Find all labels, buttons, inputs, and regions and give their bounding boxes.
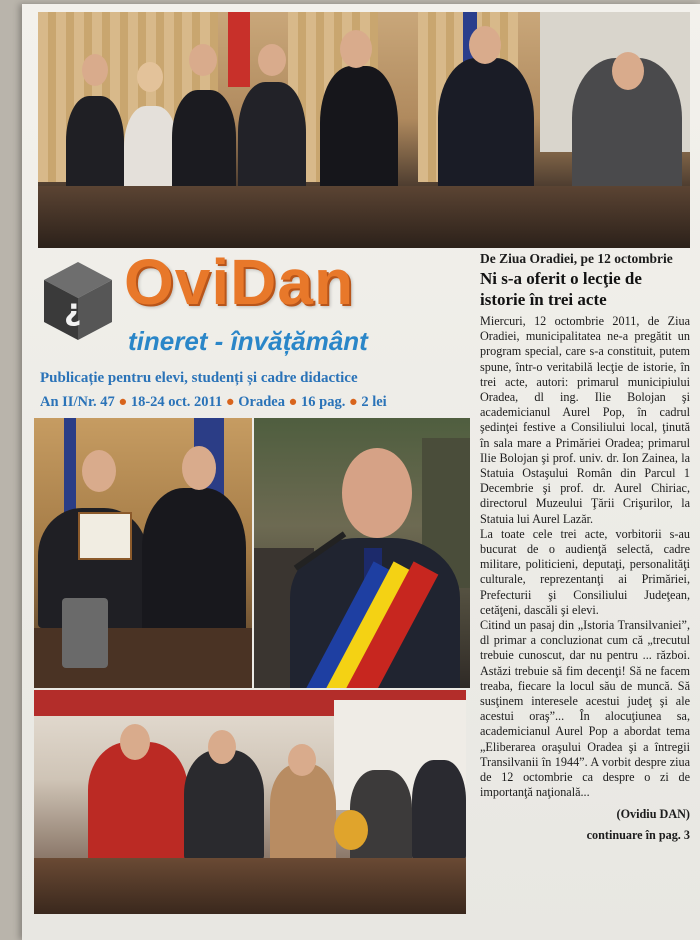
logo-wordmark: OviDan [124,246,355,318]
issue-info: An II/Nr. 47 ● 18-24 oct. 2011 ● Oradea ● 16 pag. ● 2 lei [40,394,387,410]
issue-number: An II/Nr. 47 [40,394,115,410]
award-photo [34,418,252,688]
article-paragraph: La toate cele trei acte, vorbitorii s-au bucurat de o audienţă selectă, cadre militare, politicieni, deputaţi, personalităţi culturale, reprezentanţi ai Primăriei, Prefecturii şi Consiliului Judeţean, cetăţeni, dascăli şi elevi. [480,526,690,617]
officials-photo [38,12,690,248]
flag-red [228,12,250,87]
article-headline: Ni s-a oferit o lecţie de istorie în trei acte [480,269,642,309]
issue-pages: 16 pag. [301,394,346,410]
article-kicker: De Ziua Oradiei, pe 12 octombrie [480,251,673,266]
logo-cube-icon [40,258,116,344]
article-body [480,314,690,801]
article-paragraph: Miercuri, 12 octombrie 2011, de Ziua Oradiei, municipalitatea ne-a pregătit un program special, care s-a constituit, putem spune, într-o veritabilă lecţie de istorie, în trei acte, autori: primarul municipiului Oradea, dl ing. Ilie Bolojan şi academicianul Aurel Pop, în cadrul şedinţei festive a Consiliului local, ţinută în sala mare a Primăriei Oradea; primarul Ilie Bolojan şi prof. univ. dr. Ion Zainea, la Statuia Ostaşului Român din Parcul 1 Decembrie şi prof. dr. Aurel Chiriac, directorul Muzeului Ţării Crişurilor, la Statuia lui Aurel Lazăr. [480,314,690,526]
diploma [78,512,132,560]
masthead-subtitle: tineret - învățământ [128,326,368,356]
audience-photo [34,690,466,914]
article-paragraph: Citind un pasaj din „Istoria Transilvaniei”, dl primar a concluzionat cum că „trecutul trebuie cunoscut, dar nu pentru ... război. Astăzi trebuie să fim decenţi! Să ne facem treaba, fiecare la locul său de muncă. Să susţinem interesele acestui judeţ şi ale acestui oraş”... În alocuţiunea sa, academicianul Aurel Pop a abordat tema „Eliberarea oraşului Oradea şi a întregii Transilvanii în 1944”. A vorbit despre ziua de 12 octombrie ca despre o zi de importanţă naţională... [480,618,690,800]
svg-text:¿: ¿ [64,293,82,328]
issue-city: Oradea [238,394,285,410]
publication-tagline: Publicație pentru elevi, studenți și cadre didactice [40,370,358,386]
issue-price: 2 lei [361,394,387,410]
article-author: (Ovidiu DAN) [616,806,690,821]
issue-dates: 18-24 oct. 2011 [130,394,223,410]
continuation-link[interactable]: continuare în pag. 3 [586,827,690,842]
article [480,251,690,843]
speaker-photo [254,418,470,688]
